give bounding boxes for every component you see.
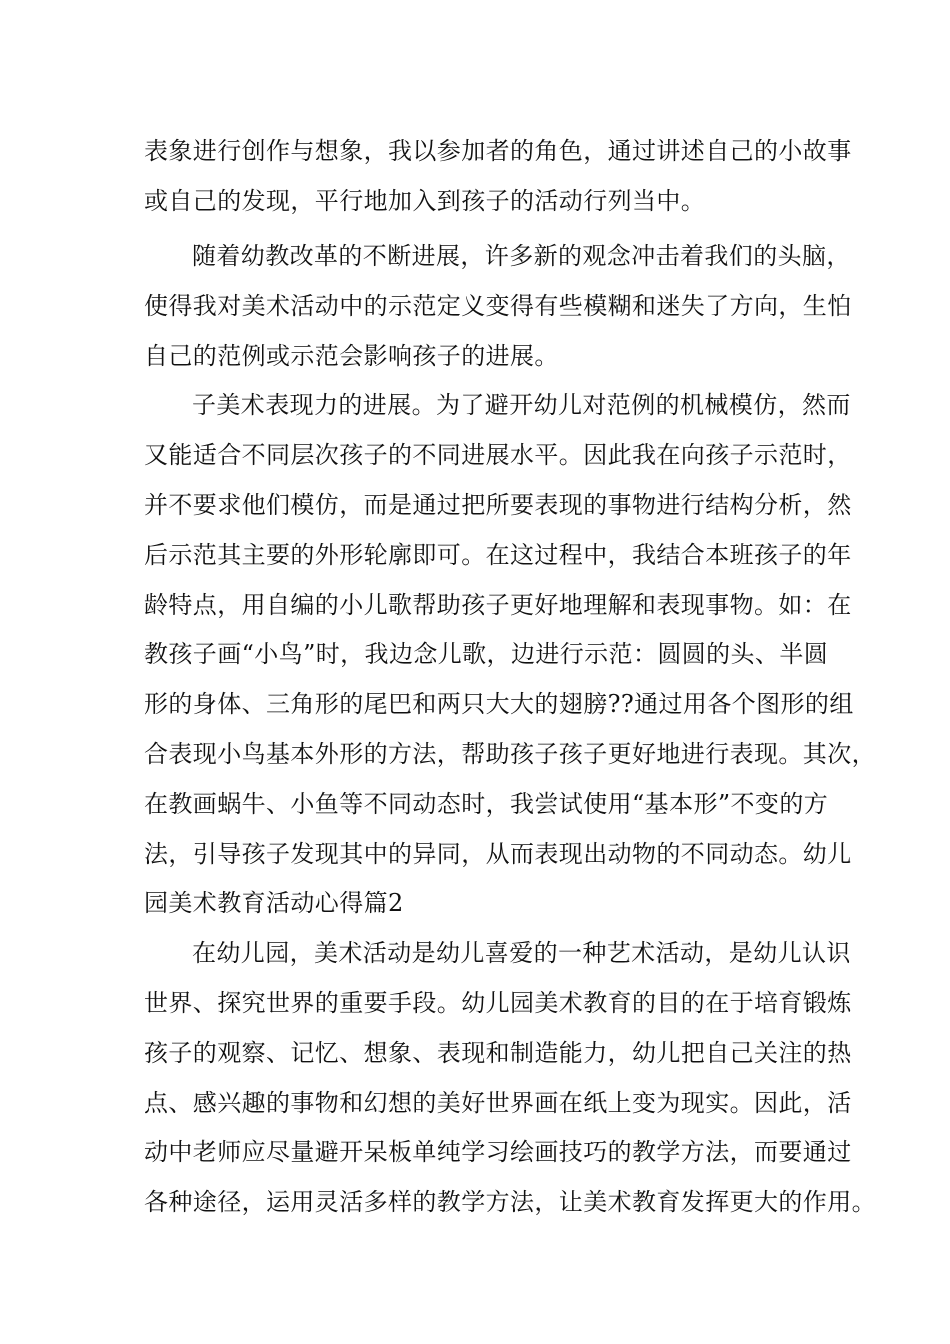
text-line: 并不要求他们模仿，而是通过把所要表现的事物进行结构分析，然: [144, 491, 852, 519]
text-line: 又能适合不同层次孩子的不同进展水平。因此我在向孩子示范时，: [144, 441, 852, 469]
text-line: 世界、探究世界的重要手段。幼儿园美术教育的目的在于培育锻炼: [144, 989, 852, 1017]
text-line: 在教画蜗牛、小鱼等不同动态时，我尝试使用“基本形”不变的方: [144, 790, 829, 818]
text-line: 动中老师应尽量避开呆板单纯学习绘画技巧的教学方法，而要通过: [144, 1138, 852, 1166]
text-line: 形的身体、三角形的尾巴和两只大大的翅膀??通过用各个图形的组: [144, 690, 854, 718]
paragraph-first-line: 随着幼教改革的不断进展，许多新的观念冲击着我们的头脑，: [192, 242, 851, 270]
text-line: 点、感兴趣的事物和幻想的美好世界画在纸上变为现实。因此，活: [144, 1089, 852, 1117]
text-line: 或自己的发现，平行地加入到孩子的活动行列当中。: [144, 187, 706, 215]
text-line: 各种途径，运用灵活多样的教学方法，让美术教育发挥更大的作用。: [144, 1188, 876, 1216]
text-line: 后示范其主要的外形轮廓即可。在这过程中，我结合本班孩子的年: [144, 541, 852, 569]
text-line: 使得我对美术活动中的示范定义变得有些模糊和迷失了方向，生怕: [144, 292, 852, 320]
text-line: 表象进行创作与想象，我以参加者的角色，通过讲述自己的小故事: [144, 137, 852, 165]
text-line: 龄特点，用自编的小儿歌帮助孩子更好地理解和表现事物。如：在: [144, 591, 852, 619]
text-line: 孩子的观察、记忆、想象、表现和制造能力，幼儿把自己关注的热: [144, 1039, 852, 1067]
section-heading: 园美术教育活动心得篇2: [144, 889, 404, 917]
text-line: 自己的范例或示范会影响孩子的进展。: [144, 342, 559, 370]
paragraph-first-line: 在幼儿园，美术活动是幼儿喜爱的一种艺术活动，是幼儿认识: [192, 939, 851, 967]
paragraph-first-line: 子美术表现力的进展。为了避开幼儿对范例的机械模仿，然而: [192, 391, 851, 419]
text-line: 法，引导孩子发现其中的异同，从而表现出动物的不同动态。幼儿: [144, 840, 852, 868]
text-line: 合表现小鸟基本外形的方法，帮助孩子孩子更好地进行表现。其次，: [144, 740, 876, 768]
text-line: 教孩子画“小鸟”时，我边念儿歌，边进行示范：圆圆的头、半圆: [144, 640, 829, 668]
